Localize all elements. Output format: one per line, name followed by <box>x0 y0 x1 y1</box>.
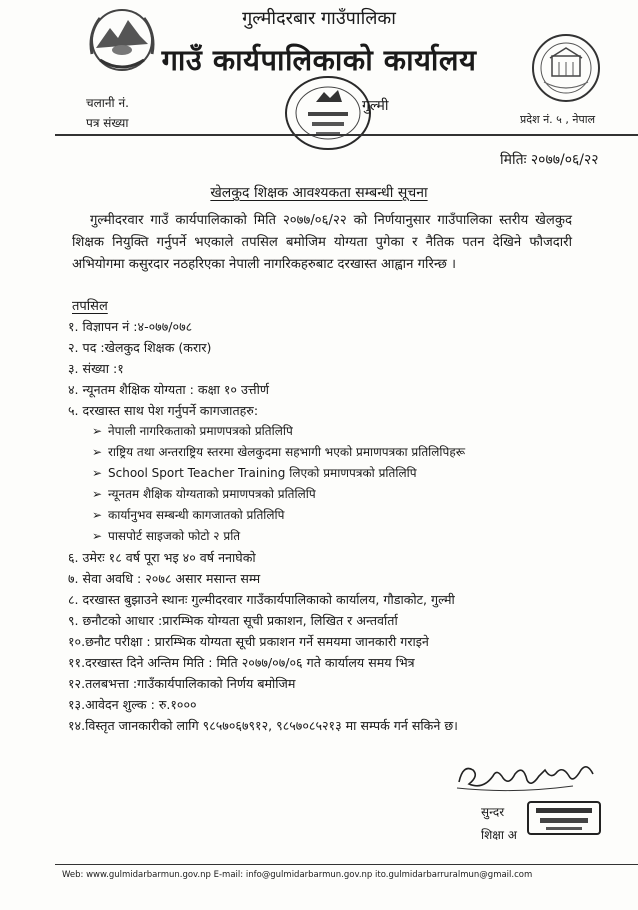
list-item: १२.तलबभत्ता :गाउँकार्यपालिकाको निर्णय बमोजिम <box>68 676 296 691</box>
document-item: ➢ नेपाली नागरिकताको प्रमाणपत्रको प्रतिलिपि <box>68 421 568 442</box>
list-item: ९. छनौटको आधार :प्रारम्भिक योग्यता सूची प्रकाशन, लिखित र अन्तर्वार्ता <box>68 613 398 628</box>
document-item: ➢ राष्ट्रिय तथा अन्तराष्ट्रिय स्तरमा खेलकुदमा सहभागी भएको प्रमाणपत्रका प्रतिलिपिहरू <box>68 442 568 463</box>
footer-contact: Web: www.gulmidarbarmun.gov.np E-mail: info@gulmidarbarmun.gov.np ito.gulmidarbarruralmun@gmail.com <box>62 870 533 880</box>
address-right: प्रदेश नं. ५ , नेपाल <box>520 113 596 126</box>
arrow-bullet-icon: ➢ <box>92 445 103 459</box>
document-item: ➢ School Sport Teacher Training लिएको प्रमाणपत्रको प्रतिलिपि <box>68 463 568 484</box>
list-item: ४. न्यूनतम शैक्षिक योग्यता : कक्षा १० उत्तीर्ण <box>68 382 269 397</box>
notice-title: खेलकुद शिक्षक आवश्यकता सम्बन्धी सूचना <box>210 185 428 201</box>
document-item: ➢ कार्यानुभव सम्बन्धी कागजातको प्रतिलिपि <box>68 505 568 526</box>
arrow-bullet-icon: ➢ <box>92 424 103 438</box>
list-item: ५. दरखास्त साथ पेश गर्नुपर्ने कागजातहरु: <box>68 403 259 418</box>
signatory-name: सुन्दर <box>481 805 505 819</box>
arrow-bullet-icon: ➢ <box>92 466 103 480</box>
ref-number-label: चलानी नं. <box>86 96 129 110</box>
header-divider <box>55 134 638 136</box>
list-item: १४.विस्तृत जानकारीको लागि ९८५७०६७९१२, ९८५७०८५२१३ मा सम्पर्क गर्न सकिने छ। <box>68 718 458 733</box>
arrow-bullet-icon: ➢ <box>92 529 103 543</box>
office-stamp-icon <box>282 72 374 154</box>
notice-date: मितिः २०७७/०६/२२ <box>500 152 599 168</box>
list-item: २. पद :खेलकुद शिक्षक (करार) <box>68 340 212 355</box>
details-label: तपसिल <box>72 299 108 314</box>
office-title: गाउँ कार्यपालिकाको कार्यालय <box>161 43 477 77</box>
list-item: ६. उमेरः १८ वर्ष पूरा भइ ४० वर्ष ननाघेको <box>68 550 256 565</box>
list-item: १३.आवेदन शुल्क : रु.१००० <box>68 697 197 712</box>
letter-number-label: पत्र संख्या <box>86 116 129 130</box>
document-item: ➢ पासपोर्ट साइजको फोटो २ प्रति <box>68 526 568 547</box>
list-item: ३. संख्या :१ <box>68 361 124 376</box>
document-item: ➢ न्यूनतम शैक्षिक योग्यताको प्रमाणपत्रको प्रतिलिपि <box>68 484 568 505</box>
footer-divider <box>55 864 638 865</box>
list-item: ७. सेवा अवधि : २०७८ असार मसान्त सम्म <box>68 571 261 586</box>
notice-body: गुल्मीदरवार गाउँ कार्यपालिकाको मिति २०७७/०६/२२ को निर्णयानुसार गाउँपालिका स्तरीय खेलकुद शिक्षक नियुक्ति गर्नुपर्ने भएकाले तपसिल बमोजिम योग्यता पुगेका र नैतिक पतन देखिने फौजदारी अभियोगमा कसुरदार नठहरिएका नेपाली नागरिकहरुबाट दरखास्त आह्वान गरिन्छ । <box>72 213 572 272</box>
list-item: १०.छनौट परीक्षा : प्रारम्भिक योग्यता सूची प्रकाशन गर्ने समयमा जानकारी गराइने <box>68 634 429 649</box>
details-list <box>68 316 568 736</box>
municipality-name: गुल्मीदरबार गाउँपालिका <box>242 8 396 29</box>
arrow-bullet-icon: ➢ <box>92 508 103 522</box>
list-item: ११.दरखास्त दिने अन्तिम मिति : मिति २०७७/०७/०६ गते कार्यालय समय भित्र <box>68 655 415 670</box>
office-location: गुल्मी <box>362 98 389 114</box>
arrow-bullet-icon: ➢ <box>92 487 103 501</box>
handwritten-signature <box>453 756 603 796</box>
list-item: ८. दरखास्त बुझाउने स्थानः गुल्मीदरवार गाउँकार्यपालिकाको कार्यालय, गौडाकोट, गुल्मी <box>68 592 455 607</box>
signatory-title: शिक्षा अ <box>481 828 517 842</box>
list-item: १. विज्ञापन नं :४-०७७/०७८ <box>68 319 193 334</box>
signature-stamp-icon <box>524 798 604 838</box>
